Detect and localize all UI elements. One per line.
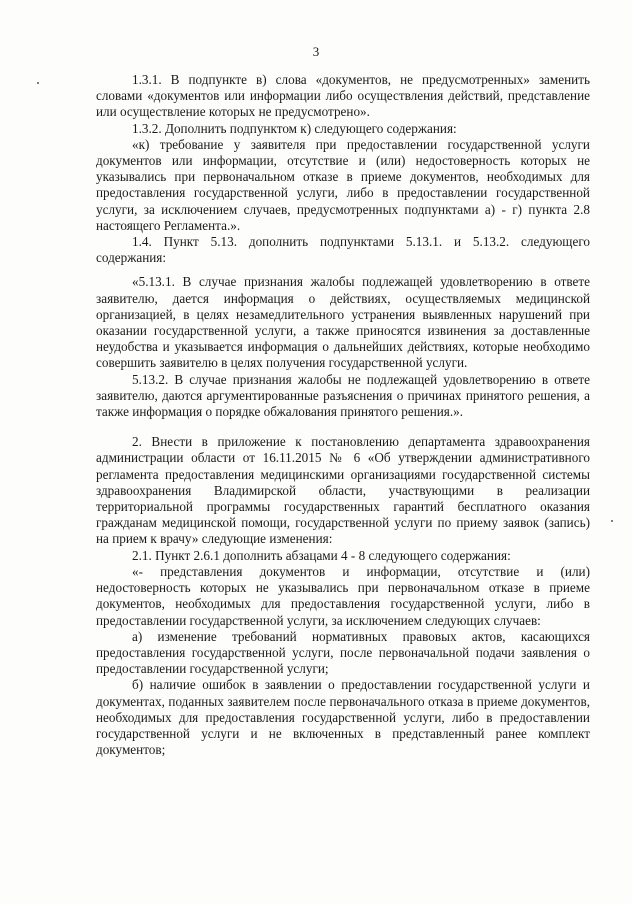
scan-speck <box>611 520 613 522</box>
paragraph-1-3-2: 1.3.2. Дополнить подпунктом к) следующего содержания: <box>132 120 457 136</box>
paragraph-5-13-1: «5.13.1. В случае признания жалобы подлежащей удовлетворению в ответе заявителю, дается информация о действиях, осуществляемых медицинской организацией, в целях незамедлительного устранения выявленных нарушений при оказании государственной услуги, а также приносятся извинения за доставленные неудобства и указывается информация о дальнейших действиях, которые необходимо совершить заявителю в целях получения государственной услуги. <box>96 274 590 371</box>
scan-speck <box>37 82 39 84</box>
paragraph-2: 2. Внести в приложение к постановлению департамента здравоохранения администрации области от 16.11.2015 № 6 «Об утверждении административного регламента предоставления медицинскими организациями государственной системы здравоохранения Владимирской области, участвующими в реализации территориальной программы государственных гарантий бесплатного оказания гражданам медицинской помощи, государственной услуги по приему заявок (запись) на прием к врачу» следующие изменения: <box>96 434 590 547</box>
paragraph-subitem-k: «к) требование у заявителя при предоставлении государственной услуги документов или информации, отсутствие и (или) недостоверность которых не указывались при первоначальном отказе в приеме документов, необходимых для предоставления государственной услуги, либо в предоставлении государственной услуги, за исключением случаев, предусмотренных подпунктами а) - г) пункта 2.8 настоящего Регламента.». <box>96 136 590 233</box>
paragraph-case-a: а) изменение требований нормативных правовых актов, касающихся предоставления государственной услуги, после первоначальной подачи заявления о предоставлении государственной услуги; <box>96 628 590 677</box>
paragraph-2-1: 2.1. Пункт 2.6.1 дополнить абзацами 4 - 8 следующего содержания: <box>132 547 511 563</box>
paragraph-5-13-2: 5.13.2. В случае признания жалобы не подлежащей удовлетворению в ответе заявителю, даются аргументированные разъяснения о причинах принятого решения, а также информация о порядке обжалования принятого решения.». <box>96 371 590 420</box>
document-body <box>96 72 590 758</box>
paragraph-1-3-1: 1.3.1. В подпункте в) слова «документов, не предусмотренных» заменить словами «документов или информации либо осуществления действий, представление или осуществление которых не предусмотрено». <box>96 72 590 120</box>
paragraph-case-b: б) наличие ошибок в заявлении о предоставлении государственной услуги и документах, поданных заявителем после первоначального отказа в приеме документов, необходимых для предоставления государственной услуги, либо в предоставлении государственной услуги и не включенных в представленный ранее комплект документов; <box>96 677 590 758</box>
page-number: 3 <box>312 44 320 59</box>
paragraph-1-4: 1.4. Пункт 5.13. дополнить подпунктами 5.13.1. и 5.13.2. следующего содержания: <box>96 234 590 266</box>
paragraph-documents-clause: «- представления документов и информации, отсутствие и (или) недостоверность которых не указывались при первоначальном отказе в приеме документов, необходимых для предоставления государственной услуги, либо в предоставлении государственной услуги, за исключением следующих случаев: <box>96 563 590 628</box>
